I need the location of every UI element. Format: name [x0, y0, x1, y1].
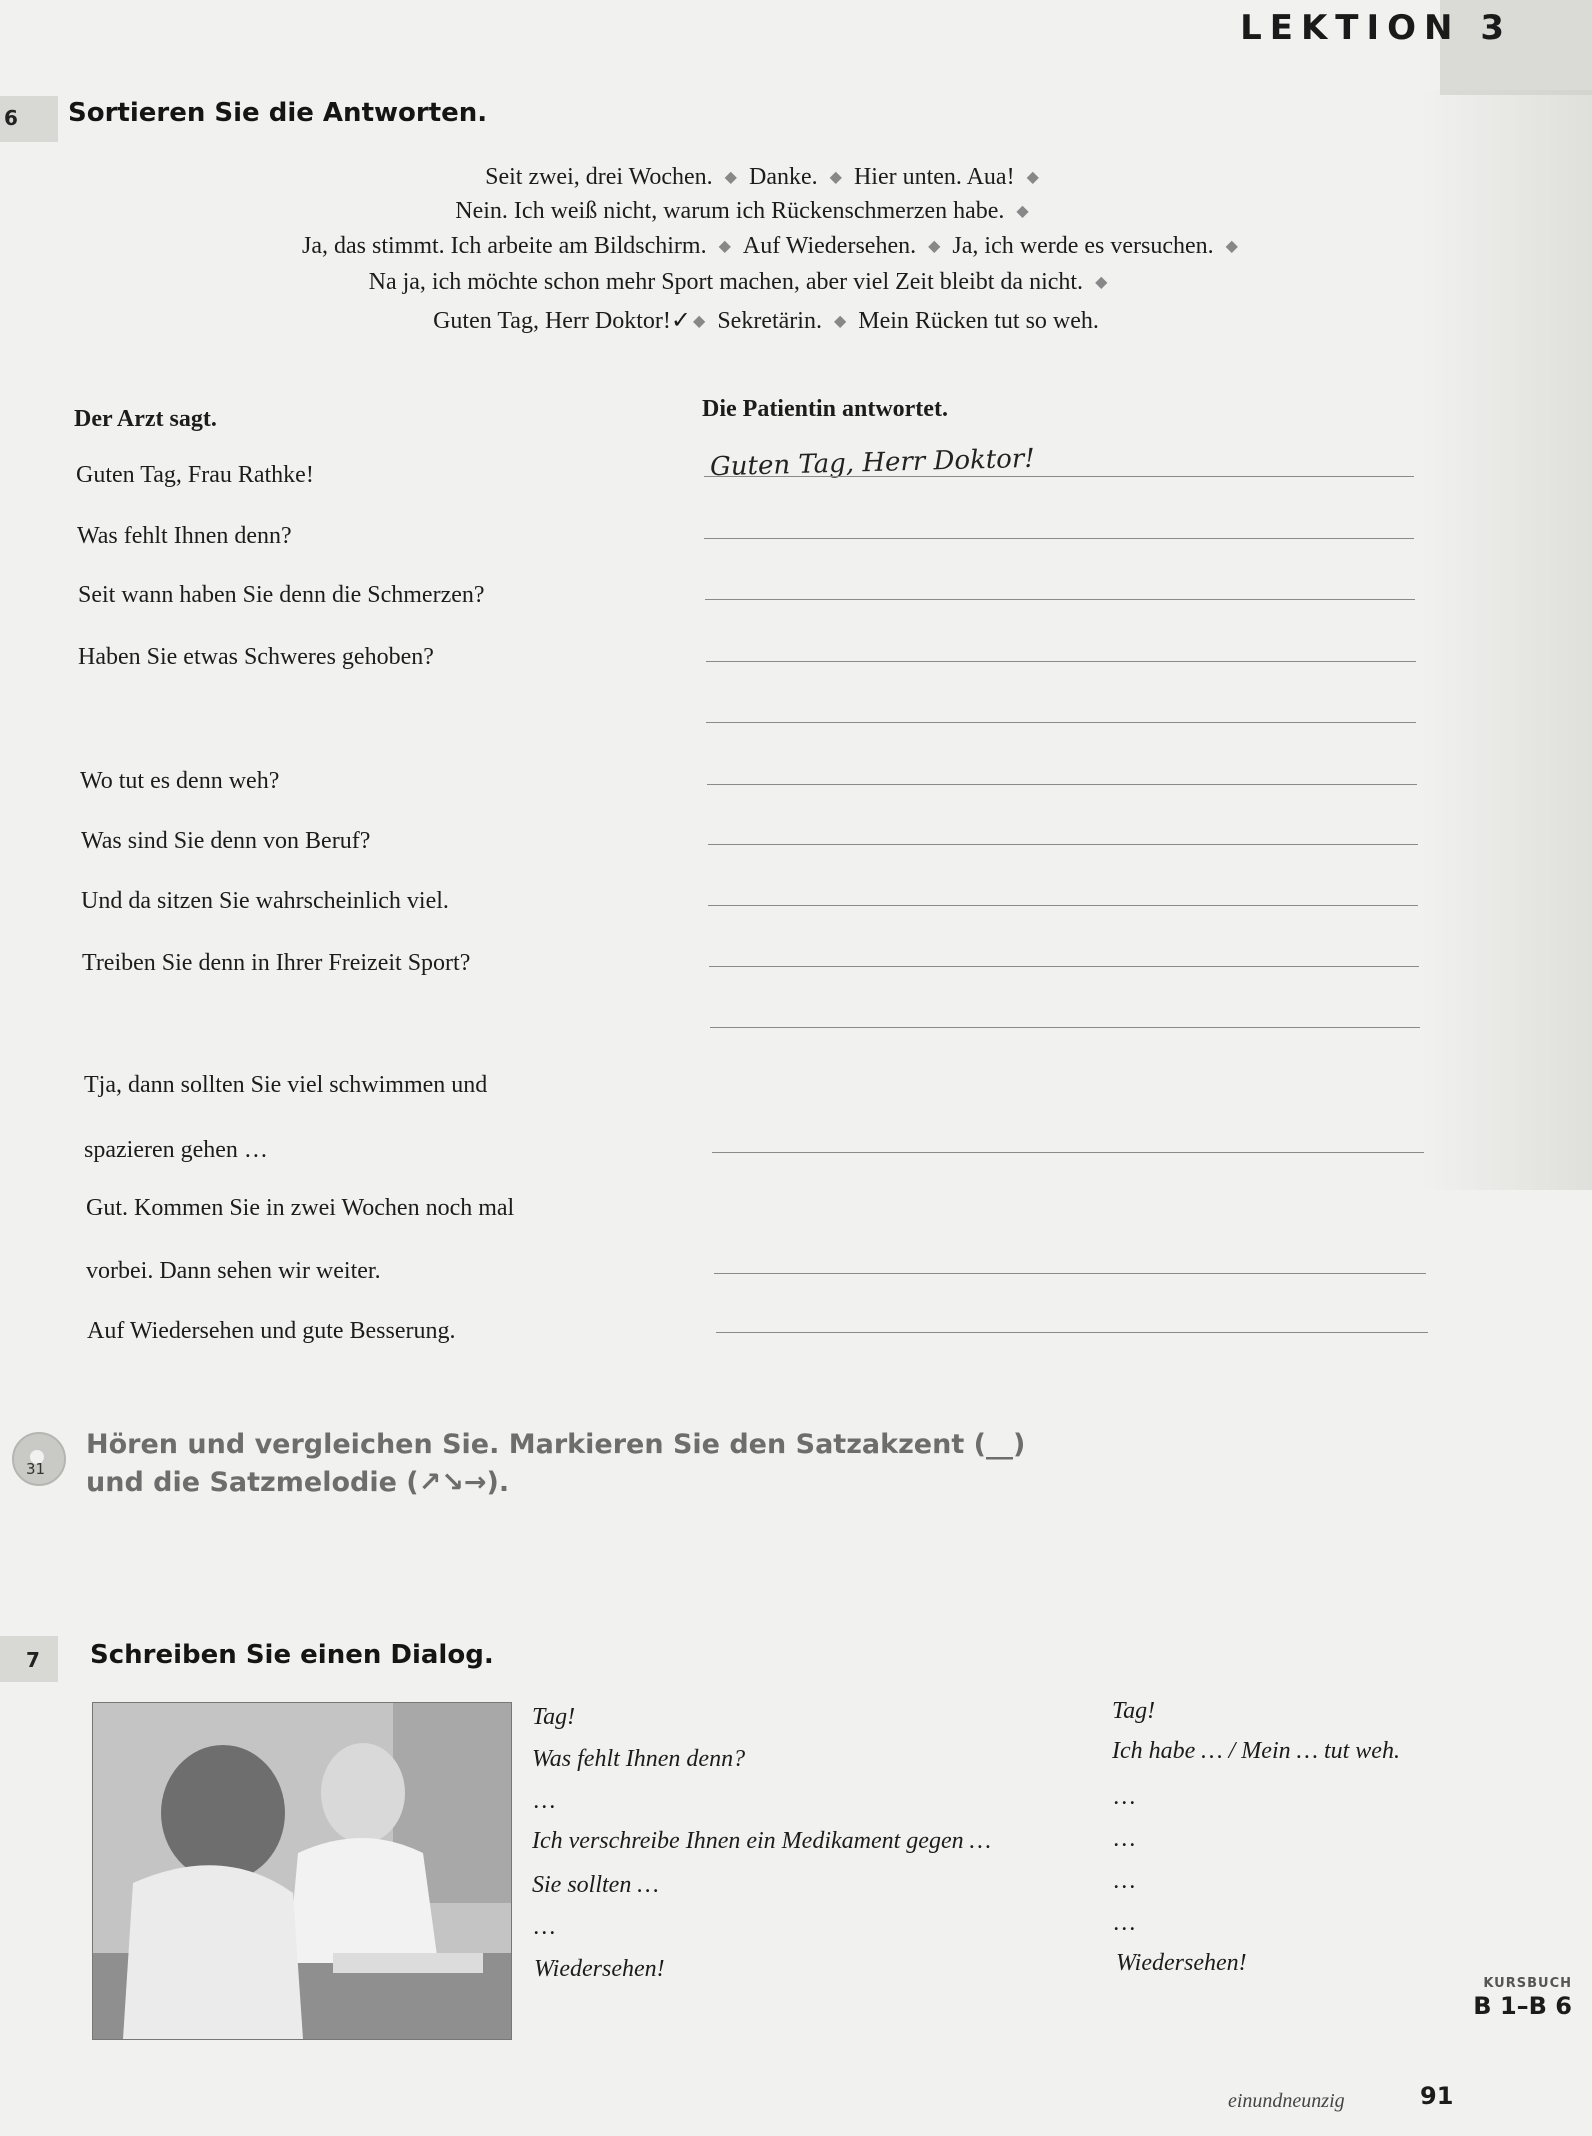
doctor-line: spazieren gehen … [84, 1137, 268, 1163]
answer-line[interactable] [706, 659, 1416, 662]
diamond-icon: ◆ [1095, 274, 1108, 291]
doctor-line: Guten Tag, Frau Rathke! [76, 462, 314, 488]
doctor-column-heading: Der Arzt sagt. [74, 406, 217, 432]
answer-line[interactable] [707, 782, 1417, 785]
diamond-icon: ◆ [1225, 238, 1238, 255]
answer-line[interactable] [709, 964, 1419, 967]
dialog-patient-line: … [1114, 1910, 1136, 1936]
dialog-doctor-line: … [534, 1788, 556, 1814]
patient-column-heading: Die Patientin antwortet. [702, 396, 948, 422]
answer-line[interactable] [712, 1150, 1424, 1153]
doctor-line: Seit wann haben Sie denn die Schmerzen? [78, 582, 485, 608]
dialog-doctor-line: Was fehlt Ihnen denn? [532, 1746, 746, 1772]
doctor-line: Auf Wiedersehen und gute Besserung. [87, 1318, 456, 1344]
exercise-7-number: 7 [26, 1648, 40, 1672]
diamond-icon: ◆ [928, 238, 941, 255]
cd-track-number: 31 [26, 1460, 46, 1478]
exercise-6-number: 6 [4, 106, 18, 130]
dialog-patient-line: Wiedersehen! [1116, 1950, 1247, 1976]
diamond-icon: ◆ [693, 313, 706, 330]
dialog-patient-line: … [1114, 1868, 1136, 1894]
option: Hier unten. Aua! [853, 164, 1015, 190]
kursbuch-label: KURSBUCH [1483, 1976, 1572, 1991]
dialog-doctor-line: Sie sollten … [532, 1872, 659, 1898]
answer-line[interactable] [714, 1271, 1426, 1274]
listening-title-line-2: und die Satzmelodie (↗↘→). [86, 1467, 510, 1498]
answer-line[interactable] [706, 720, 1416, 723]
answer-line[interactable] [704, 536, 1414, 539]
dialog-doctor-line: Ich verschreibe Ihnen ein Medikament gegen … [532, 1828, 991, 1854]
doctor-line: Treiben Sie denn in Ihrer Freizeit Sport? [82, 950, 471, 976]
diamond-icon: ◆ [829, 169, 842, 186]
page-number-word: einundneunzig [1228, 2090, 1345, 2112]
diamond-icon: ◆ [833, 313, 847, 330]
options-line-3 [0, 233, 1572, 260]
option: Sekretärin. [717, 308, 822, 334]
answer-line[interactable] [704, 474, 1414, 477]
doctor-line: vorbei. Dann sehen wir weiter. [86, 1258, 381, 1284]
options-line-2 [0, 198, 1544, 225]
listening-title [86, 1426, 1025, 1502]
dialog-doctor-line: Tag! [532, 1704, 576, 1730]
answer-line[interactable] [708, 903, 1418, 906]
options-line-5 [0, 306, 1562, 335]
dialog-patient-line: … [1114, 1826, 1136, 1852]
example-answer-handwritten: Guten Tag, Herr Doktor! [709, 443, 1036, 483]
exercise-7-title: Schreiben Sie einen Dialog. [90, 1640, 494, 1670]
lesson-title: LEKTION 3 [1240, 8, 1512, 48]
exercise-6-title: Sortieren Sie die Antworten. [68, 98, 488, 128]
kursbuch-range: B 1–B 6 [1473, 1992, 1572, 2020]
options-line-1 [0, 164, 1564, 191]
option: Auf Wiedersehen. [742, 233, 917, 259]
answer-line[interactable] [716, 1330, 1428, 1333]
answer-line[interactable] [705, 597, 1415, 600]
doctor-line: Tja, dann sollten Sie viel schwimmen und [84, 1072, 488, 1098]
doctor-line: Was sind Sie denn von Beruf? [81, 828, 371, 854]
answer-line[interactable] [708, 842, 1418, 845]
option: Seit zwei, drei Wochen. [485, 164, 713, 190]
dialog-patient-line: Ich habe … / Mein … tut weh. [1112, 1738, 1400, 1764]
doctor-line: Wo tut es denn weh? [80, 768, 280, 794]
diamond-icon: ◆ [718, 238, 731, 255]
doctor-line: Haben Sie etwas Schweres gehoben? [78, 644, 434, 670]
diamond-icon: ◆ [1016, 203, 1029, 220]
option: Nein. Ich weiß nicht, warum ich Rückenschmerzen habe. [455, 198, 1005, 224]
doctor-line: Und da sitzen Sie wahrscheinlich viel. [81, 888, 449, 914]
photo-illustration [93, 1703, 511, 2039]
option: Guten Tag, Herr Doktor!✓ [433, 308, 692, 334]
diamond-icon: ◆ [1026, 169, 1039, 186]
dialog-patient-line: … [1114, 1784, 1136, 1810]
doctor-line: Gut. Kommen Sie in zwei Wochen noch mal [86, 1195, 515, 1221]
option: Ja, das stimmt. Ich arbeite am Bildschirm. [302, 233, 707, 259]
dialog-doctor-line: … [534, 1914, 556, 1940]
page-number: 91 [1420, 2082, 1454, 2110]
option: Ja, ich werde es versuchen. [952, 233, 1214, 259]
options-line-4 [0, 269, 1540, 296]
option: Mein Rücken tut so weh. [858, 308, 1099, 334]
option: Danke. [748, 164, 818, 190]
doctor-line: Was fehlt Ihnen denn? [77, 523, 292, 549]
option: Na ja, ich möchte schon mehr Sport machen, aber viel Zeit bleibt da nicht. [368, 269, 1084, 295]
answer-line[interactable] [710, 1025, 1420, 1028]
diamond-icon: ◆ [724, 169, 737, 186]
dialog-doctor-line: Wiedersehen! [534, 1956, 665, 1982]
dialog-patient-line: Tag! [1112, 1698, 1156, 1724]
listening-title-line-1: Hören und vergleichen Sie. Markieren Sie den Satzakzent (__) [86, 1429, 1026, 1460]
doctor-patient-photo [92, 1702, 512, 2040]
